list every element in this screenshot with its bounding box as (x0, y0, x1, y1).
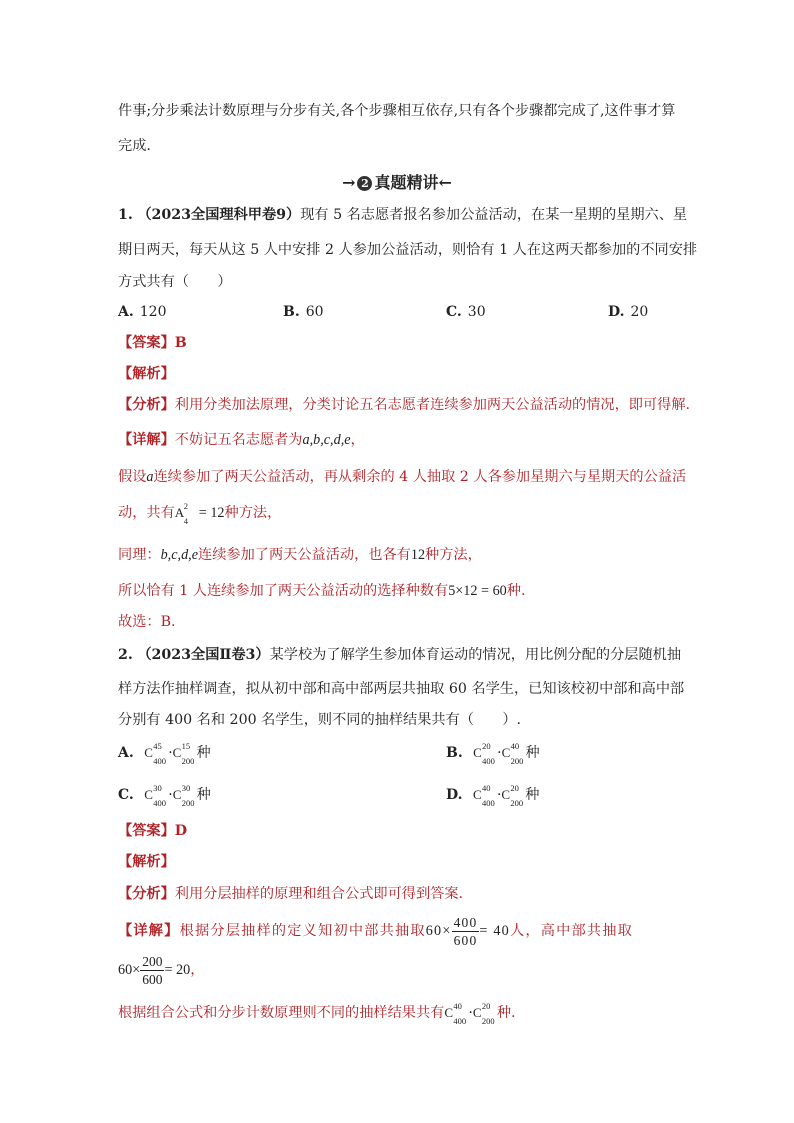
q2-answer-tag: 【答案】 (118, 823, 175, 839)
section-title (0, 170, 794, 193)
q2-final-comb1: C 40 400 (444, 1003, 468, 1023)
q1-step1-line-2 (118, 501, 282, 526)
q2-b-sub1: 400 (482, 756, 495, 766)
q1-step3-pre: 所以恰有 1 人连续参加了两天公益活动的选择种数有 (118, 583, 449, 599)
q2-source: （2023全国Ⅱ卷3） (137, 647, 270, 663)
q2-final-sub2: 200 (481, 1016, 495, 1026)
q1-fenxi-text: 利用分类加法原理，分类讨论五名志愿者连续参加两天公益活动的情况，即可得解. (174, 397, 691, 413)
q2-fraction-2 (140, 953, 164, 988)
q2-b-sup1: 20 (482, 741, 491, 751)
q1-xiangjie-tag: 【详解】 (118, 432, 175, 448)
q1-xiangjie-pre: 不妨记五名志愿者为 (174, 432, 303, 448)
q2-analysis-tag: 【解析】 (118, 854, 175, 870)
q1-step1-eq: = 12 (198, 505, 225, 521)
intro-line-2: 完成. (118, 138, 151, 154)
q1-option-a (118, 302, 166, 322)
q2-xiangjie-tag: 【详解】 (118, 923, 180, 939)
q2-option-b: B. C 20 400 ·C 40 200 种 (446, 743, 540, 763)
q2-xiangjie-line-1 (118, 912, 633, 950)
q1-step2-vars: b,c,d,e (160, 547, 199, 563)
q2-d-sup1: 40 (481, 783, 491, 793)
q1-xiangjie-vars: a,b,c,d,e (302, 432, 351, 448)
q1-answer-value: B (174, 335, 187, 351)
q2-option-d-unit: 种 (525, 787, 540, 803)
q2-b-sup2: 40 (510, 741, 520, 751)
q1-stem-line-3: 方式共有（ ） (118, 274, 232, 290)
q2-stem-line-1 (118, 645, 681, 665)
q2-d-sup2: 20 (510, 783, 519, 793)
q2-option-b-unit: 种 (525, 745, 540, 761)
right-arrow-icon: ← (438, 173, 452, 192)
q1-step2-pre: 同理： (118, 547, 161, 563)
q2-xiangjie-line-2 (118, 951, 204, 989)
q2-fenxi-tag: 【分析】 (118, 886, 175, 902)
q2-a-sub2: 200 (181, 756, 195, 766)
q1-option-d (608, 302, 648, 322)
q2-d-sub2: 200 (510, 798, 524, 808)
q2-final: 根据组合公式和分步计数原理则不同的抽样结果共有C 40 400 ·C 20 200 种. (118, 1003, 516, 1023)
q2-option-b-comb1: C 20 400 (473, 743, 497, 763)
q1-option-c-label: C. (446, 304, 462, 320)
q1-source: （2023全国理科甲卷9） (137, 207, 301, 223)
q2-frac1-left: 60× (425, 923, 452, 939)
q1-option-b-text: 60 (305, 304, 324, 320)
q1-permutation-formula (174, 501, 199, 526)
q1-step1-pre: 假设 (118, 469, 147, 485)
q2-final-comb2: C 20 200 (473, 1003, 497, 1023)
q2-stem-text: 某学校为了解学生参加体育运动的情况，用比例分配的分层随机抽 (269, 647, 682, 663)
q2-answer (118, 821, 187, 841)
q2-frac1-den: 600 (453, 932, 478, 948)
q2-option-c: C. C 30 400 ·C 30 200 种 (118, 785, 211, 805)
q1-answer (118, 333, 187, 353)
q2-option-d-comb2: C 20 200 (501, 785, 525, 805)
q2-option-b-comb2: C 40 200 (502, 743, 526, 763)
q2-fenxi-text: 利用分层抽样的原理和组合公式即可得到答案. (174, 886, 464, 902)
q2-c-sub2: 200 (181, 798, 195, 808)
q1-option-a-label: A. (118, 304, 134, 320)
q2-xiangjie-pre: 根据分层抽样的定义知初中部共抽取 (179, 923, 426, 939)
q1-perm-sup: 2 (183, 501, 189, 511)
q1-fenxi (118, 395, 690, 415)
q1-stem-line-2: 期日两天，每天从这 5 人中安排 2 人参加公益活动，则恰有 1 人在这两天都参加的不同安排 (118, 242, 698, 258)
q2-option-a-comb1: C 45 400 (144, 743, 168, 763)
q2-option-c-label: C. (118, 787, 134, 803)
q2-option-a-label: A. (118, 745, 134, 761)
q1-option-d-text: 20 (630, 304, 649, 320)
q2-frac2-post: ， (190, 962, 205, 978)
q2-option-d-comb1: C 40 400 (473, 785, 497, 805)
q1-option-d-label: D. (608, 304, 625, 320)
q2-option-d-label: D. (446, 787, 463, 803)
section-title-text: 真题精讲 (374, 173, 439, 192)
q2-option-c-comb1: C 30 400 (144, 785, 168, 805)
q1-step3-post: 种. (506, 583, 526, 599)
q2-final-pre: 根据组合公式和分步计数原理则不同的抽样结果共有 (118, 1005, 445, 1021)
q2-fenxi (118, 884, 463, 904)
q1-perm-sub: 4 (183, 516, 189, 526)
q2-a-sub1: 400 (153, 756, 166, 766)
q1-step2-end: 种方法， (425, 547, 482, 563)
q1-analysis-tag: 【解析】 (118, 366, 175, 382)
q1-perm-symbol: A (174, 505, 185, 520)
q2-option-c-comb2: C 30 200 (173, 785, 197, 805)
q1-step2-post: 连续参加了两天公益活动，也各有 (198, 547, 411, 563)
q2-c-sub1: 400 (153, 798, 166, 808)
q2-final-sup1: 40 (453, 1001, 462, 1011)
intro-line-1: 件事;分步乘法计数原理与分步有关,各个步骤相互依存,只有各个步骤都完成了,这件事才算 (118, 103, 676, 119)
q2-number: 2. (118, 647, 133, 663)
q1-answer-tag: 【答案】 (118, 335, 175, 351)
q2-option-a-unit: 种 (196, 745, 211, 761)
q1-option-c (446, 302, 486, 322)
q1-step2-num: 12 (410, 547, 426, 563)
q1-xiangjie-post: ， (350, 432, 365, 448)
q1-stem-text: 现有 5 名志愿者报名参加公益活动，在某一星期的星期六、星 (300, 207, 688, 223)
left-arrow-icon: → (342, 173, 356, 192)
q2-d-sub1: 400 (481, 798, 495, 808)
q2-a-sup2: 15 (181, 741, 191, 751)
q2-option-a: A. C 45 400 ·C 15 200 种 (118, 743, 211, 763)
q1-step1-line2-post: 种方法， (224, 505, 282, 521)
q2-final-sup2: 20 (481, 1001, 491, 1011)
q2-stem-line-2: 样方法作抽样调查，拟从初中部和高中部两层共抽取 60 名学生，已知该校初中部和高中部 (118, 681, 685, 697)
q2-b-sub2: 200 (510, 756, 524, 766)
q1-option-b (283, 302, 324, 322)
q1-conclusion: 故选：B. (118, 614, 176, 630)
q1-fenxi-tag: 【分析】 (118, 397, 175, 413)
section-number-badge: 2 (357, 176, 372, 191)
q1-step3 (118, 581, 525, 601)
q2-frac2-left: 60× (118, 962, 141, 978)
q2-frac1-num: 400 (453, 914, 478, 930)
q2-final-sub1: 400 (453, 1016, 467, 1026)
q2-frac1-right: = 40 (479, 923, 510, 939)
q1-xiangjie (118, 430, 365, 450)
q2-stem-line-3: 分别有 400 名和 200 名学生，则不同的抽样结果共有（ ）. (118, 712, 522, 728)
q2-option-c-unit: 种 (196, 787, 211, 803)
q1-step1-line2-pre: 动，共有 (118, 505, 175, 521)
q1-option-b-label: B. (283, 304, 300, 320)
q2-frac2-den: 600 (142, 971, 163, 987)
q1-step1-rest: 连续参加了两天公益活动，再从剩余的 4 人抽取 2 人各参加星期六与星期天的公益活 (153, 469, 687, 485)
q1-step1-line-1 (118, 467, 686, 487)
q1-option-c-text: 30 (467, 304, 486, 320)
q2-frac2-num: 200 (142, 953, 163, 969)
q1-stem-line-1 (118, 205, 687, 225)
q2-fraction-1 (452, 914, 480, 949)
q1-step3-eq: 5×12 = 60 (448, 583, 507, 599)
q1-step2 (118, 545, 482, 565)
q2-c-sup1: 30 (153, 783, 162, 793)
q2-answer-value: D (174, 823, 188, 839)
q2-option-a-comb2: C 15 200 (173, 743, 197, 763)
q2-final-post: 种. (496, 1005, 516, 1021)
q2-option-d: D. C 40 400 ·C 20 200 种 (446, 785, 539, 805)
q1-number: 1. (118, 207, 133, 223)
q2-c-sup2: 30 (181, 783, 191, 793)
q2-frac2-right: = 20 (164, 962, 191, 978)
q1-option-a-text: 120 (139, 304, 167, 320)
q2-xiangjie-mid: 人，高中部共抽取 (509, 923, 634, 939)
q2-option-b-label: B. (446, 745, 463, 761)
q2-a-sup1: 45 (153, 741, 162, 751)
q1-step1-var: a (146, 469, 154, 485)
